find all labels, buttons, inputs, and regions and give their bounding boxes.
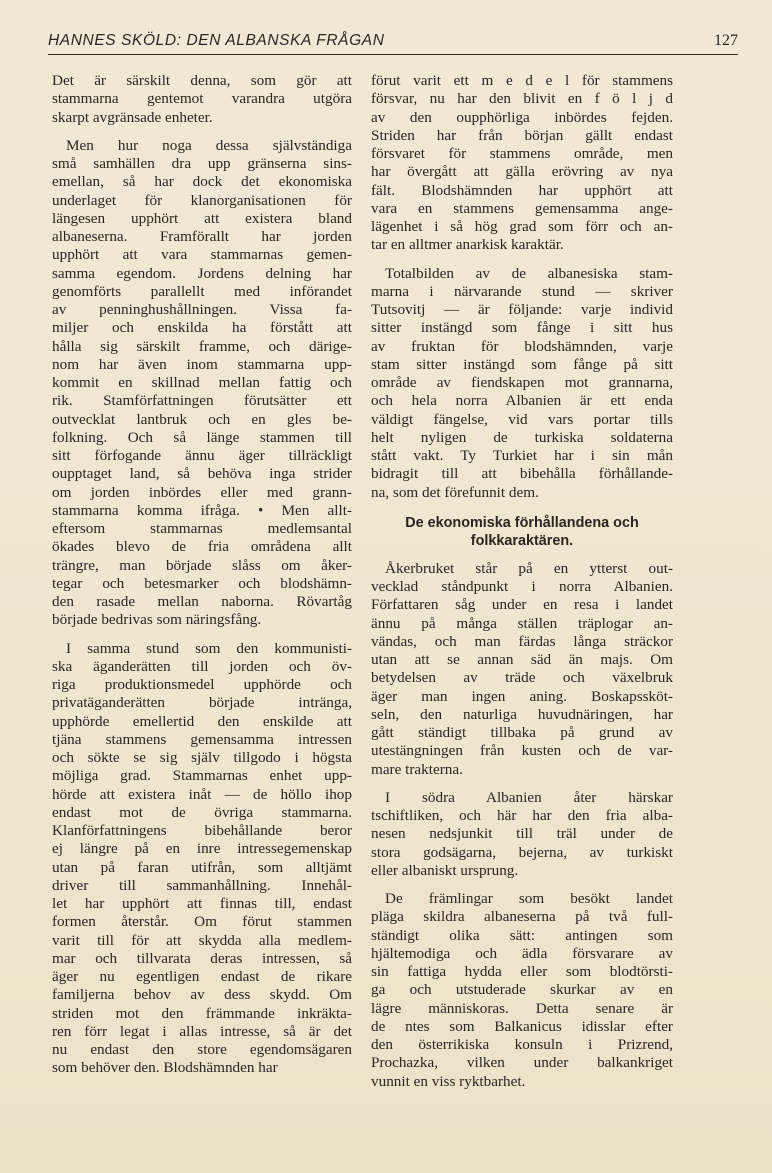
- text-line: hålla sig särskilt framme, och därige-: [52, 337, 352, 355]
- section-heading-line-2: folkkaraktären.: [470, 532, 574, 549]
- text-line: utestängningen från kusten och de var-: [371, 742, 673, 760]
- text-line: emellan, så har dock det ekonomiska: [52, 173, 352, 191]
- text-line: mar och tillvarata deras intressen, så: [52, 949, 352, 967]
- text-line: I södra Albanien åter härskar: [385, 788, 673, 806]
- text-line: seln, den naturliga huvudnäringen, har: [371, 705, 673, 723]
- text-line: utan att se annan säd än majs. Om: [371, 651, 673, 668]
- text-line: och sökte se sig själv tillgodo i högsta: [52, 749, 352, 766]
- text-line: ga och utstuderade skurkar av en: [371, 981, 673, 999]
- section-heading-line-1: De ekonomiska förhållandena och: [405, 514, 639, 531]
- text-line: pläga skildra albaneserna på två full-: [371, 908, 673, 926]
- text-line: utan på faran utifrån, som alltjämt: [52, 858, 352, 876]
- text-line: möjliga grad. Stammarnas enhet upp-: [52, 767, 352, 785]
- text-line: privatäganderätten började intränga,: [52, 694, 352, 712]
- text-line: av fruktan för blodshämnden, varje: [371, 337, 673, 355]
- paragraph: [52, 72, 352, 127]
- text-line: av den oupphörliga inbördes fejden.: [371, 108, 673, 126]
- text-line: sin fattiga hydda eller som blodtörsti-: [371, 963, 673, 980]
- text-line: upphört att vara stammarnas gemen-: [52, 246, 352, 264]
- text-line: underlaget för klanorganisationen för: [52, 191, 352, 209]
- text-line: ständigt olika sätt: antingen som: [371, 926, 673, 944]
- running-title: HANNES SKÖLD: DEN ALBANSKA FRÅGAN: [48, 32, 385, 49]
- text-line: Tutsovitj — är följande: varje individ: [371, 301, 673, 318]
- text-line: eller albaniskt ursprung.: [371, 861, 519, 879]
- text-line: stammarna komma ifråga. • Men allt-: [52, 501, 352, 519]
- text-line: miljer och enskilda ha förstått att: [52, 319, 352, 337]
- text-line: ökades blevo de fria områdena allt: [52, 538, 352, 556]
- text-line: kommit en skillnad mellan fattig och: [52, 374, 352, 391]
- text-line: tegar och betesmarker och blodshämn-: [52, 574, 352, 592]
- text-line: Totalbilden av de albanesiska stam-: [385, 264, 673, 282]
- right-column-upper-text: [371, 72, 673, 502]
- running-header: [48, 30, 738, 55]
- text-line: bidragit till att bibehålla förhållande-: [371, 465, 673, 483]
- text-line: väldigt fängelse, vid vars portar tills: [371, 410, 673, 428]
- text-line: genomförts parallellt med införandet: [52, 282, 352, 300]
- text-line: försvar, nu har den blivit en f ö l j d: [371, 90, 673, 108]
- text-line: samma egendom. Jordens delning har: [52, 264, 352, 282]
- right-text-column: [371, 72, 673, 1091]
- text-line: varit till för att skydda alla medlem-: [52, 931, 352, 949]
- text-line: försvaret för stammens område, men: [371, 145, 673, 162]
- text-line: eftersom stammarnas medlemsantal: [52, 520, 352, 537]
- text-line: ännu på många ställen träplogar an-: [371, 614, 673, 632]
- text-line: fält. Blodshämnden har upphört att: [371, 181, 673, 199]
- text-line: av penninghushållningen. Vissa fa-: [52, 301, 352, 318]
- paragraph: [371, 265, 673, 502]
- text-line: De främlingar som besökt landet: [385, 890, 673, 907]
- text-line: lägre människoras. Detta senare är: [371, 999, 673, 1017]
- text-line: familjerna behov av dess skydd. Om: [52, 986, 352, 1004]
- text-line: tschiftliken, och här har den fria alba-: [371, 807, 673, 824]
- text-line: Det är särskilt denna, som gör att: [52, 72, 352, 89]
- text-line: vunnit en viss ryktbarhet.: [371, 1072, 526, 1090]
- text-line: Författaren såg under en resa i landet: [371, 596, 673, 614]
- text-line: små samhällen dra upp gränserna sins-: [52, 155, 352, 172]
- text-line: striden mot den främmande inkräkta-: [52, 1004, 352, 1022]
- text-line: tar en alltmer anarkisk karaktär.: [371, 236, 564, 254]
- text-line: hörde att existera inåt — de höllo ihop: [52, 785, 352, 803]
- text-line: endast mot de övriga stammarna.: [52, 803, 352, 821]
- section-heading: [371, 514, 673, 550]
- text-line: helt nyligen de turkiska soldaterna: [371, 428, 673, 446]
- text-line: som behöver den. Blodshämnden har: [52, 1059, 278, 1077]
- text-line: de ntes som Balkanicus idisslar efter: [371, 1017, 673, 1035]
- left-text-column: [52, 72, 352, 1078]
- paragraph: [371, 560, 673, 779]
- text-line: riga produktionsmedel upphörde och: [52, 676, 352, 693]
- right-column-lower-text: [371, 560, 673, 1091]
- text-line: upphörde emellertid den enskilde att: [52, 712, 352, 730]
- text-line: nesen nedsjunkit till träl under de: [371, 825, 673, 843]
- paragraph: [52, 640, 352, 1078]
- text-line: ej längre på en inre intressegemenskap: [52, 840, 352, 858]
- text-line: sitt förfogande ännu äger tillräckligt: [52, 447, 352, 464]
- text-line: Åkerbruket står på en ytterst out-: [385, 559, 673, 577]
- text-line: lägenhet i så hög grad som förr och an-: [371, 218, 673, 235]
- text-line: I samma stund som den kommunisti-: [66, 639, 352, 657]
- paragraph: [371, 789, 673, 880]
- paragraph: [371, 72, 673, 255]
- text-line: den rasade mellan naborna. Rövartåg: [52, 593, 352, 610]
- text-line: rik. Stamförfattningen förutsätter ett: [52, 392, 352, 410]
- text-line: stammarna gentemot varandra utgöra: [52, 90, 352, 108]
- text-line: längesen upphört att existera bland: [52, 209, 352, 227]
- text-line: formen återstår. Om förut stammen: [52, 913, 352, 931]
- paragraph: [52, 137, 352, 630]
- text-line: stam sitter instängd som fånge på sitt: [371, 355, 673, 373]
- text-line: hjältemodiga och ädla försvarare av: [371, 944, 673, 962]
- text-line: skarpt avgränsade enheter.: [52, 108, 213, 126]
- text-line: stora godsägarna, bejerna, av turkiskt: [371, 843, 673, 861]
- text-line: let har upphört att finnas till, endast: [52, 895, 352, 912]
- text-line: ren förr legat i allas intresse, så är det: [52, 1022, 352, 1040]
- text-line: driver till sammanhållning. Innehål-: [52, 876, 352, 894]
- text-line: förut varit ett m e d e l för stammens: [371, 72, 673, 89]
- text-line: Klanförfattningens bibehållande beror: [52, 822, 352, 839]
- text-line: vecklad ståndpunkt i norra Albanien.: [371, 578, 673, 595]
- text-line: folkning. Och så länge stammen till: [52, 428, 352, 446]
- text-line: område av fiendskapen mot grannarna,: [371, 374, 673, 391]
- text-line: började bedrivas som näringsfång.: [52, 611, 262, 629]
- text-line: äger man ingen aning. Boskapssköt-: [371, 687, 673, 705]
- text-line: sitter instängd som fånge i sitt hus: [371, 319, 673, 337]
- text-line: oupptaget land, så behöva inga strider: [52, 465, 352, 483]
- text-line: Prochazka, vilken under balkankriget: [371, 1054, 673, 1072]
- text-line: den österrikiska konsuln i Prizrend,: [371, 1036, 673, 1053]
- text-line: vara en stammens gemensamma ange-: [371, 199, 673, 217]
- text-line: och hela norra Albanien är ett enda: [371, 392, 673, 410]
- text-line: albaneserna. Framförallt har jorden: [52, 228, 352, 245]
- text-line: nu endast den store egendomsägaren: [52, 1041, 352, 1058]
- text-line: stått vakt. Ty Turkiet har i sin mån: [371, 447, 673, 464]
- text-line: Striden har från början gällt endast: [371, 126, 673, 144]
- paragraph: [371, 890, 673, 1091]
- text-line: äger nu egentligen endast de rikare: [52, 968, 352, 985]
- text-line: gått ständigt tillbaka på grund av: [371, 724, 673, 741]
- text-line: vändas, och man färdas långa sträckor: [371, 632, 673, 650]
- text-line: har övergått att gälla erövring av nya: [371, 163, 673, 181]
- text-line: trängre, man började slåss om åker-: [52, 556, 352, 574]
- text-line: marna i närvarande stund — skriver: [371, 282, 673, 300]
- text-line: tjäna stammens gemensamma intressen: [52, 730, 352, 748]
- text-line: Men hur noga dessa självständiga: [66, 136, 352, 154]
- text-line: om jorden inbördes eller med grann-: [52, 483, 352, 501]
- text-line: nom har även inom stammarna upp-: [52, 355, 352, 373]
- text-line: betydelsen av träde och växelbruk: [371, 669, 673, 687]
- page-number: 127: [714, 32, 738, 49]
- text-line: ska äganderätten till jorden och öv-: [52, 657, 352, 675]
- text-line: mare trakterna.: [371, 760, 463, 778]
- text-line: outvecklat lantbruk och en gles be-: [52, 410, 352, 428]
- text-line: na, som det förefunnit dem.: [371, 483, 539, 501]
